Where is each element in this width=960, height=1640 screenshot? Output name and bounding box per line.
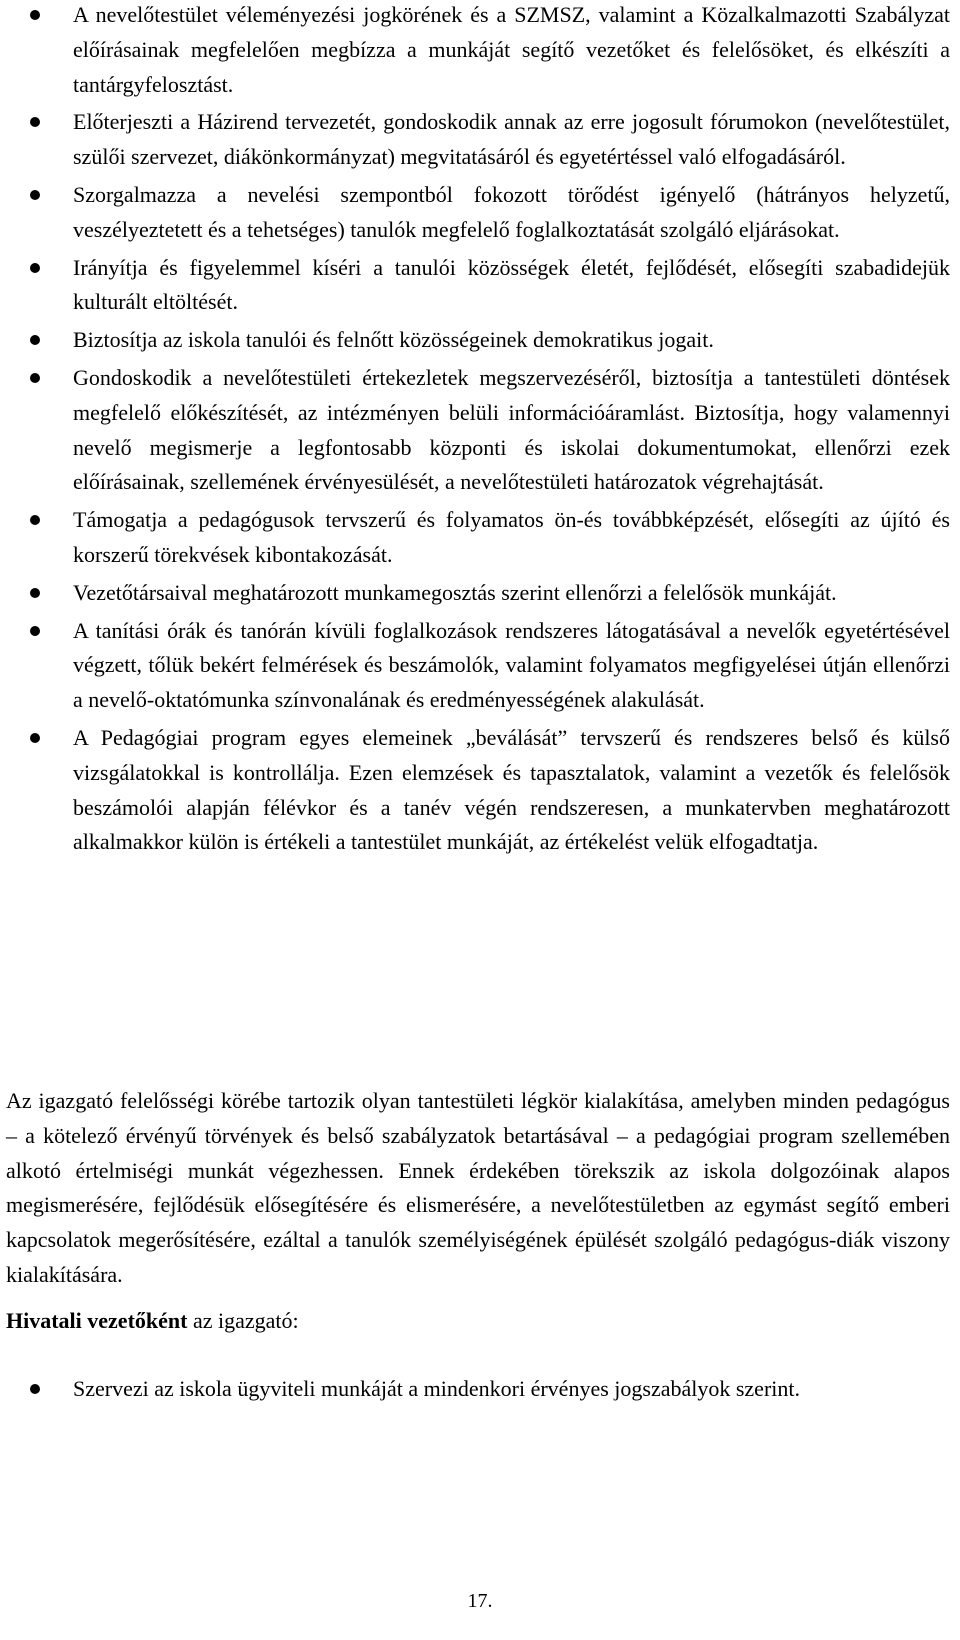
bullet-icon <box>30 117 40 127</box>
bullet-icon <box>30 1384 40 1394</box>
page-number: 17. <box>467 1590 493 1612</box>
bullet-icon <box>30 10 40 20</box>
list-item-text: Irányítja és figyelemmel kíséri a tanulói közösségek életét, fejlődését, elősegíti szabadidejük kulturált eltöltését. <box>73 254 950 315</box>
list-item <box>0 178 960 248</box>
section-lead-in <box>6 1304 299 1339</box>
list-item <box>0 0 960 102</box>
list-item-text: A Pedagógiai program egyes elemeinek „beválását” tervszerű és rendszeres belső és külső vizsgálatokkal is kontrollálja. Ezen elemzések és tapasztalatok, valamint a vezetők és felelősök beszámolói alapján félévkor és a tanév végén rendszeresen, a munkatervben meghatározott alkalmakkor külön is értékeli a tantestület munkáját, az értékelést velük elfogadtatja. <box>73 724 950 855</box>
bullet-icon <box>30 373 40 383</box>
list-item-text: A nevelőtestület véleményezési jogkörének és a SZMSZ, valamint a Közalkalmazotti Szabályzat előírásainak megfelelően megbízza a munkáját segítő vezetőket és felelősöket, és elkészíti a tantárgyfelosztást. <box>73 2 950 97</box>
list-item-text: Előterjeszti a Házirend tervezetét, gondoskodik annak az erre jogosult fórumokon (nevelőtestület, szülői szervezet, diákönkormányzat) megvitatásáról és egyetértéssel való elfogadásáról. <box>73 109 950 170</box>
body-paragraph: Az igazgató felelősségi körébe tartozik olyan tantestületi légkör kialakítása, amelyben minden pedagógus – a kötelező érvényű törvények és belső szabályzatok betartásával – a pedagógiai program szellemében alkotó értelmiségi munkát végezhessen. Ennek érdekében törekszik az iskola dolgozóinak alapos megismerésére, fejlődésük elősegítésére és elismerésére, a nevelőtestületben az egymást segítő emberi kapcsolatok megerősítésére, ezáltal a tanulók személyiségének épülését szolgáló pedagógus-diák viszony kialakítására. <box>6 1088 950 1287</box>
list-item <box>0 1372 960 1407</box>
list-item-text: Biztosítja az iskola tanulói és felnőtt közösségeinek demokratikus jogait. <box>73 327 714 353</box>
list-item <box>0 361 960 500</box>
bullet-icon <box>30 335 40 345</box>
section-lead-in-bold: Hivatali vezetőként <box>6 1308 188 1333</box>
admin-duties-bullet-list <box>0 1372 960 1407</box>
list-item <box>0 251 960 321</box>
list-item <box>0 105 960 175</box>
list-item-text: Támogatja a pedagógusok tervszerű és folyamatos ön-és továbbképzését, elősegíti az újító és korszerű törekvések kibontakozását. <box>73 507 950 567</box>
bullet-icon <box>30 588 40 598</box>
list-item-text: Vezetőtársaival meghatározott munkamegosztás szerint ellenőrzi a felelősök munkáját. <box>73 579 837 605</box>
bullet-icon <box>30 190 40 200</box>
list-item <box>0 503 960 573</box>
bullet-icon <box>30 263 40 273</box>
list-item <box>0 576 960 611</box>
bullet-icon <box>30 626 40 636</box>
list-item <box>0 323 960 358</box>
list-item-text: Szorgalmazza a nevelési szempontból fokozott törődést igényelő (hátrányos helyzetű, veszélyeztetett és a tehetséges) tanulók megfelelő foglalkoztatását szolgáló eljárásokat. <box>73 181 950 242</box>
section-lead-in-rest: az igazgató: <box>187 1308 299 1333</box>
list-item <box>0 614 960 718</box>
list-item-text: A tanítási órák és tanórán kívüli foglalkozások rendszeres látogatásával a nevelők egyetértésével végzett, tőlük bekért felmérések és beszámolók, valamint folyamatos megfigyelései útján ellenőrzi a nevelő-oktatómunka színvonalának és eredményességének alakulását. <box>73 617 950 713</box>
list-item <box>0 721 960 860</box>
list-item-text: Szervezi az iskola ügyviteli munkáját a mindenkori érvényes jogszabályok szerint. <box>73 1376 800 1401</box>
list-item-text: Gondoskodik a nevelőtestületi értekezletek megszervezéséről, biztosítja a tantestületi döntések megfelelő előkészítését, az intézményen belüli információáramlást. Biztosítja, hogy valamennyi nevelő megismerje a legfontosabb központi és iskolai dokumentumokat, ellenőrzi ezek előírásainak, szellemének érvényesülését, a nevelőtestületi határozatok végrehajtását. <box>73 364 950 495</box>
bullet-icon <box>30 515 40 525</box>
bullet-icon <box>30 733 40 743</box>
